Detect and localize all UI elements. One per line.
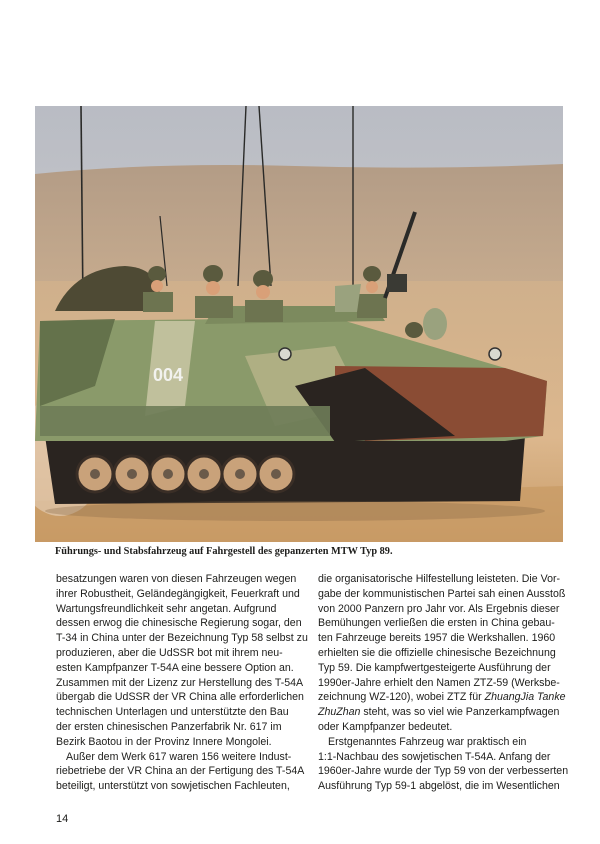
text-line: technischen Unterlagen und unterstützte den Bau: [56, 706, 289, 719]
text-line: 1990er-Jahre erhielt den Namen ZTZ-59 (Werksbe-: [318, 676, 560, 689]
text-line: ten Fahrzeuge bereits 1957 die Werkshallen. 1960: [318, 632, 556, 645]
text-line: erhielten sie die offizielle chinesische Bezeichnung: [318, 646, 556, 659]
text-line: esten Kampfpanzer T-54A eine bessere Option an.: [56, 661, 294, 674]
text-line: produzieren, aber die UdSSR bot mit ihrem neu-: [56, 646, 283, 659]
text-line: 1:1-Nachbau des sowjetischen T-54A. Anfang der: [318, 750, 551, 763]
text-line: von 2000 Panzern pro Jahr vor. Als Ergebnis dieser: [318, 602, 560, 615]
hull-number: 004: [153, 365, 184, 385]
text-line: beteiligt, unterstützt von sowjetischen Fachleuten,: [56, 780, 290, 793]
text-line: dessen erwog die chinesische Regierung sogar, den: [56, 617, 302, 630]
italic-term: ZhuangJia Tanke: [484, 691, 566, 704]
text-line: [318, 705, 560, 720]
text-line: gabe der kommunistischen Partei sah einen Ausstoß: [318, 587, 566, 600]
text-line: oder Kampfpanzer bedeutet.: [318, 720, 453, 733]
text-segment: steht, was so viel wie Panzerkampfwagen: [360, 706, 560, 719]
text-line: Wartungsfreundlichkeit sehr angetan. Aufgrund: [56, 602, 277, 615]
text-line: Außer dem Werk 617 waren 156 weitere Indust-: [66, 750, 292, 763]
text-line: Bezirk Baotou in der Provinz Innere Mongolei.: [56, 735, 272, 748]
text-line: riebetriebe der VR China an der Fertigung des T-54A: [56, 765, 305, 778]
text-line: 1960er-Jahre wurde der Typ 59 von der verbesserten: [318, 765, 569, 778]
text-line: [318, 690, 566, 705]
text-line: ihrer Robustheit, Geländegängigkeit, Feuerkraft und: [56, 587, 300, 600]
text-line: Erstgenanntes Fahrzeug war praktisch ein: [328, 735, 527, 748]
figure-caption: Führungs- und Stabsfahrzeug auf Fahrgestell des gepanzerten MTW Typ 89.: [55, 546, 393, 557]
text-line: T-34 in China unter der Bezeichnung Typ 58 selbst zu: [56, 632, 308, 645]
text-line: Ausführung Typ 59-1 abgelöst, die im Wesentlichen: [318, 780, 560, 793]
text-line: Typ 59. Die kampfwertgesteigerte Ausführung der: [318, 661, 551, 674]
text-line: Zusammen mit der Lizenz zur Herstellung des T-54A: [56, 676, 304, 689]
italic-term: ZhuZhan: [318, 706, 361, 719]
text-line: Bemühungen verließen die ersten in China gebau-: [318, 617, 555, 630]
text-line: die organisatorische Hilfestellung leisteten. Die Vor-: [318, 573, 561, 585]
text-line: besatzungen waren von diesen Fahrzeugen wegen: [56, 573, 297, 585]
text-column-left: [56, 572, 308, 794]
vehicle-illustration: [35, 106, 563, 542]
vehicle-photo: [35, 106, 563, 542]
page-number: 14: [56, 813, 69, 825]
text-segment: zeichnung WZ-120), wobei ZTZ für: [318, 691, 485, 704]
text-column-right: [318, 572, 569, 794]
text-line: übergab die UdSSR der VR China alle erforderlichen: [56, 691, 304, 704]
text-line: der ersten chinesischen Panzerfabrik Nr. 617 im: [56, 720, 282, 733]
